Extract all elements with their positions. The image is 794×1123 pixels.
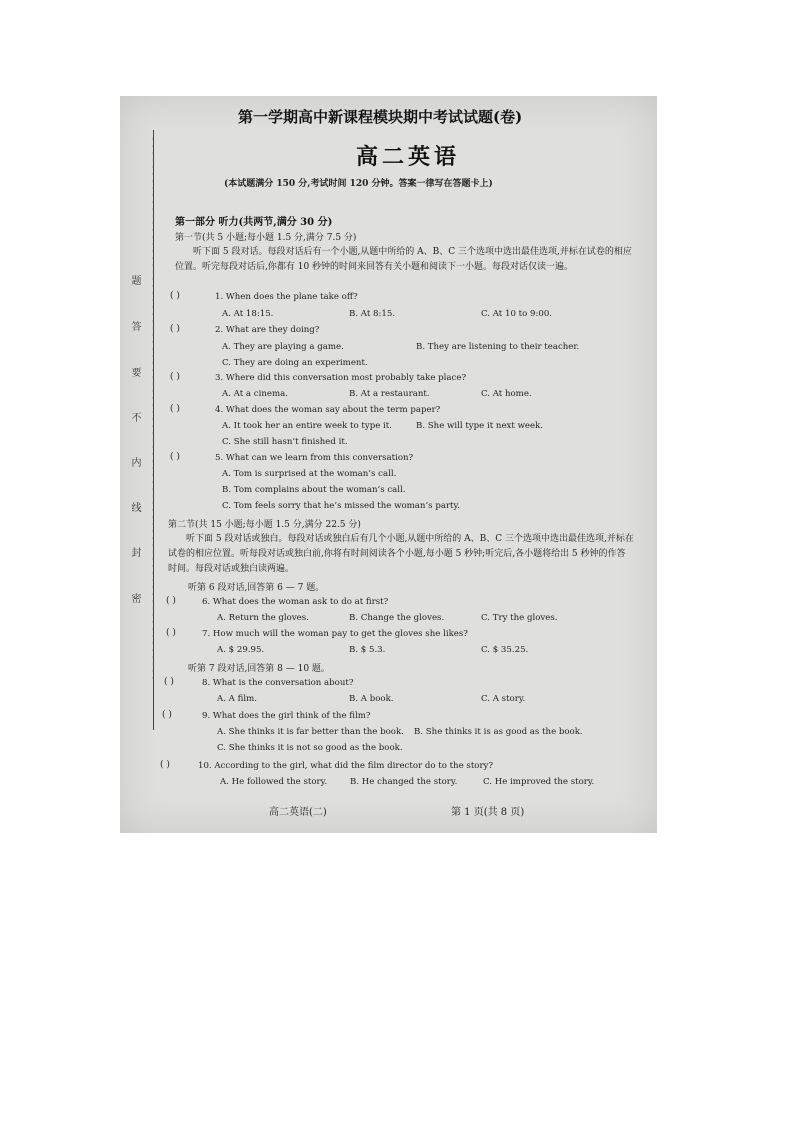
subject-title: 高二英语 xyxy=(356,144,461,170)
question-2: 2. What are they doing? xyxy=(215,325,320,335)
option-c: C. They are doing an experiment. xyxy=(222,358,368,368)
exam-title: 第一学期高中新课程模块期中考试试题(卷) xyxy=(238,108,523,126)
answer-blank: ( ) xyxy=(170,404,180,414)
option-a: A. She thinks it is far better than the book. xyxy=(217,727,404,737)
answer-blank: ( ) xyxy=(170,372,180,382)
question-6: 6. What does the woman ask to do at first? xyxy=(202,597,389,607)
option-a: A. At a cinema. xyxy=(222,389,288,399)
seal-char: 线 xyxy=(131,503,142,514)
option-c: C. At home. xyxy=(481,389,532,399)
option-c: C. $ 35.25. xyxy=(481,645,529,655)
seal-char: 答 xyxy=(131,322,142,333)
option-c: C. Try the gloves. xyxy=(481,613,558,623)
answer-blank: ( ) xyxy=(170,324,180,334)
footer-subject: 高二英语(二) xyxy=(269,807,327,818)
question-1: 1. When does the plane take off? xyxy=(215,292,358,302)
section1-heading: 第一节(共 5 小题;每小题 1.5 分,满分 7.5 分) xyxy=(175,233,357,243)
option-b: B. At 8:15. xyxy=(349,309,396,319)
option-c: C. She thinks it is not so good as the book. xyxy=(217,743,403,753)
option-b: B. A book. xyxy=(349,694,394,704)
question-10: 10. According to the girl, what did the film director do to the story? xyxy=(198,761,494,771)
answer-blank: ( ) xyxy=(164,677,174,687)
exam-photo xyxy=(120,96,657,833)
option-c: C. Tom feels sorry that he’s missed the woman’s party. xyxy=(222,501,460,511)
seal-char: 要 xyxy=(131,368,142,379)
option-b: B. $ 5.3. xyxy=(349,645,386,655)
seal-char: 密 xyxy=(131,594,142,605)
exam-note: (本试题满分 150 分,考试时间 120 分钟。答案一律写在答题卡上) xyxy=(224,179,493,189)
question-7: 7. How much will the woman pay to get the gloves she likes? xyxy=(202,629,468,639)
page-number: 第 1 页(共 8 页) xyxy=(451,807,525,818)
option-b: B. She thinks it is as good as the book. xyxy=(414,727,583,737)
question-9: 9. What does the girl think of the film? xyxy=(202,711,371,721)
option-b: B. She will type it next week. xyxy=(416,421,544,431)
option-a: A. A film. xyxy=(217,694,257,704)
part1-heading: 第一部分 听力(共两节,满分 30 分) xyxy=(175,217,333,228)
option-a: A. At 18:15. xyxy=(222,309,274,319)
paper-texture xyxy=(120,96,657,833)
option-c: C. A story. xyxy=(481,694,526,704)
group-1-instruction: 听第 6 段对话,回答第 6 — 7 题。 xyxy=(188,583,325,593)
answer-blank: ( ) xyxy=(166,596,176,606)
answer-blank: ( ) xyxy=(166,628,176,638)
seal-char: 题 xyxy=(131,276,142,287)
seal-char: 封 xyxy=(131,548,142,559)
answer-blank: ( ) xyxy=(162,710,172,720)
answer-blank: ( ) xyxy=(170,291,180,301)
option-b: B. They are listening to their teacher. xyxy=(416,342,580,352)
option-b: B. Tom complains about the woman’s call. xyxy=(222,485,406,495)
group-2-instruction: 听第 7 段对话,回答第 8 — 10 题。 xyxy=(188,664,330,674)
section2-heading: 第二节(共 15 小题;每小题 1.5 分,满分 22.5 分) xyxy=(168,520,361,530)
seal-char: 不 xyxy=(131,413,142,424)
answer-blank: ( ) xyxy=(160,760,170,770)
option-a: A. He followed the story. xyxy=(220,777,328,787)
binding-dots: · · · · · · · · · · · · · · · · · · · · · · · · · · · · · · · · · · · · · · · · · · · · · · · · · · · · · · · · · · · · · · · · · · · · · · · · · · · · · · xyxy=(151,135,155,683)
option-c: C. She still hasn’t finished it. xyxy=(222,437,348,447)
option-b: B. Change the gloves. xyxy=(349,613,445,623)
binding-margin xyxy=(120,96,153,833)
option-a: A. It took her an entire week to type it. xyxy=(222,421,392,431)
option-a: A. $ 29.95. xyxy=(217,645,265,655)
question-3: 3. Where did this conversation most probably take place? xyxy=(215,373,467,383)
option-c: C. He improved the story. xyxy=(483,777,595,787)
section1-intro: 听下面 5 段对话。每段对话后有一个小题,从题中所给的 A、B、C 三个选项中选出最佳选项,并标在试卷的相应位置。听完每段对话后,你都有 10 秒钟的时间来回答有关小题和阅读下一小题。每段对话仅读一遍。 xyxy=(175,247,632,272)
option-b: B. At a restaurant. xyxy=(349,389,430,399)
question-5: 5. What can we learn from this conversation? xyxy=(215,453,414,463)
option-a: A. They are playing a game. xyxy=(222,342,344,352)
option-a: A. Return the gloves. xyxy=(217,613,309,623)
question-8: 8. What is the conversation about? xyxy=(202,678,354,688)
answer-blank: ( ) xyxy=(170,452,180,462)
section2-intro: 听下面 5 段对话或独白。每段对话或独白后有几个小题,从题中所给的 A、B、C 三个选项中选出最佳选项,并标在试卷的相应位置。听每段对话或独白前,你将有时间阅读各个小题,每小题 5 秒钟;听完后,各小题将给出 5 秒钟的作答时间。每段对话或独白读两遍。 xyxy=(168,534,634,574)
seal-char: 内 xyxy=(131,458,142,469)
option-b: B. He changed the story. xyxy=(350,777,458,787)
question-4: 4. What does the woman say about the term paper? xyxy=(215,405,441,415)
option-a: A. Tom is surprised at the woman’s call. xyxy=(222,469,397,479)
option-c: C. At 10 to 9:00. xyxy=(481,309,553,319)
